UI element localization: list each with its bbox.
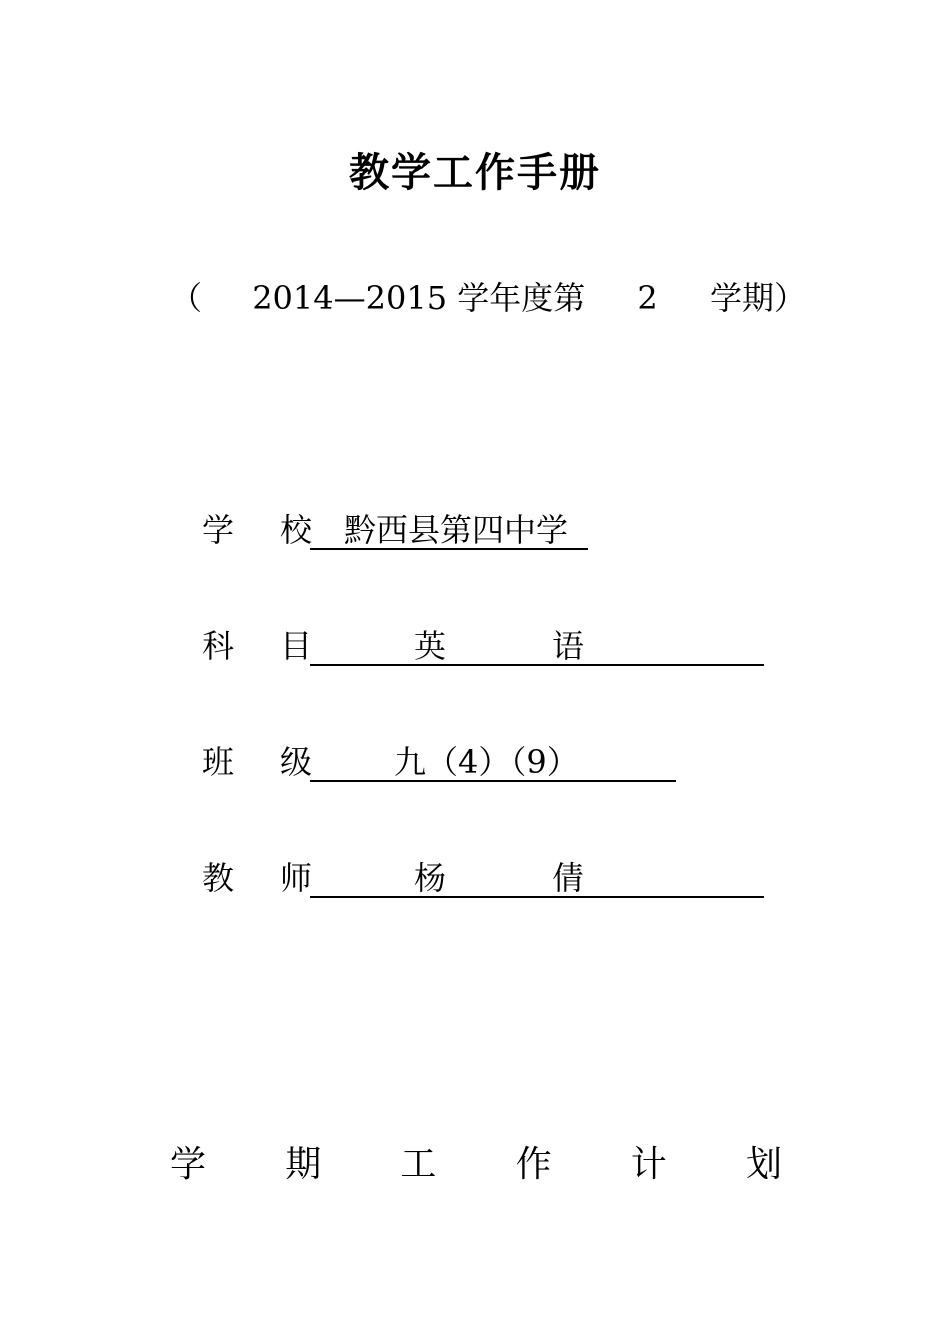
term-open-paren: （ bbox=[170, 279, 203, 317]
teacher-underline bbox=[310, 856, 764, 898]
teacher-label: 教 师 bbox=[202, 859, 312, 897]
term-line bbox=[170, 276, 806, 320]
plan-char: 工 bbox=[400, 1144, 437, 1185]
term-years: 2014—2015 bbox=[252, 279, 448, 317]
teacher-value-2: 倩 bbox=[552, 859, 585, 897]
document-title: 教学工作手册 bbox=[349, 150, 601, 196]
plan-char: 作 bbox=[515, 1144, 552, 1185]
subject-value-1: 英 bbox=[414, 627, 447, 665]
plan-char: 学 bbox=[170, 1144, 207, 1185]
class-value: 九（4）（9） bbox=[394, 743, 579, 781]
subject-label: 科 目 bbox=[202, 627, 312, 665]
school-label: 学 校 bbox=[202, 511, 312, 549]
class-label: 班 级 bbox=[202, 743, 312, 781]
school-value: 黔西县第四中学 bbox=[344, 511, 569, 549]
term-mid: 学年度第 bbox=[457, 279, 586, 317]
term-number: 2 bbox=[637, 279, 658, 317]
semester-plan-heading bbox=[170, 1140, 782, 1190]
plan-char: 划 bbox=[745, 1144, 782, 1185]
plan-char: 期 bbox=[285, 1144, 322, 1185]
teacher-value-1: 杨 bbox=[414, 859, 447, 897]
plan-char: 计 bbox=[630, 1144, 667, 1185]
subject-value-2: 语 bbox=[552, 627, 585, 665]
subject-underline bbox=[310, 624, 764, 666]
term-end: 学期） bbox=[709, 279, 806, 317]
